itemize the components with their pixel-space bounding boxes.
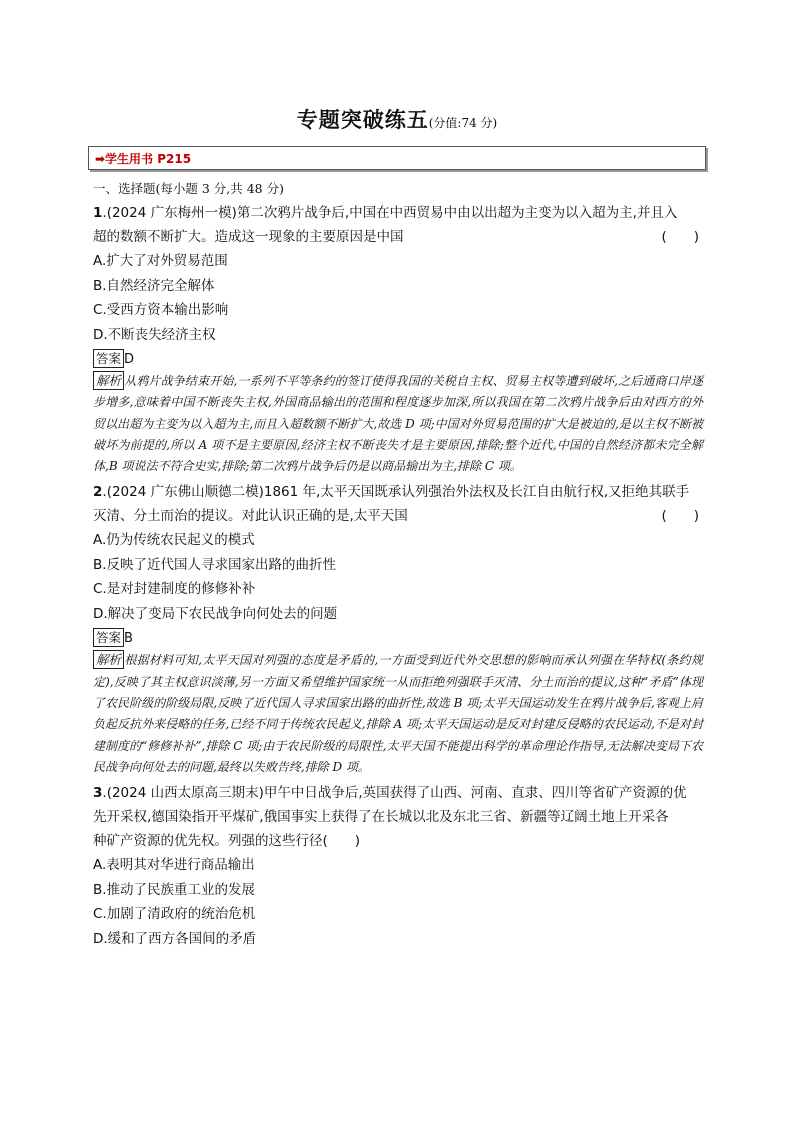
option-3b: B.推动了民族重工业的发展 xyxy=(93,881,256,898)
question-3-stem-line2: 先开采权,德国染指开平煤矿,俄国事实上获得了在长城以北及东北三省、新疆等辽阔土地上开采各 xyxy=(93,809,669,826)
question-number: 1 xyxy=(93,205,103,221)
page-title xyxy=(0,104,794,134)
option-3a: A.表明其对华进行商品输出 xyxy=(93,857,255,874)
option-3c: C.加剧了清政府的统治危机 xyxy=(93,906,256,923)
analysis-2 xyxy=(93,650,703,778)
answer-tag: 答案 xyxy=(93,349,124,368)
student-book-bar xyxy=(88,146,706,170)
option-2d: D.解决了变局下农民战争向何处去的问题 xyxy=(93,605,338,622)
analysis-tag: 解析 xyxy=(93,371,124,390)
analysis-tag: 解析 xyxy=(93,650,124,669)
question-3-stem-line3: 种矿产资源的优先权。列强的这些行径( ) xyxy=(93,833,361,850)
answer-tag: 答案 xyxy=(93,628,124,647)
question-1-stem-line2: 超的数额不断扩大。造成这一现象的主要原因是中国 ( ) xyxy=(93,225,703,249)
analysis-text: 根据材料可知,太平天国对列强的态度是矛盾的,一方面受到近代外交思想的影响而承认列强在华特权(条约规定),反映了其主权意识淡薄,另一方面又希望维护国家统一从而拒绝列强联手灭清、分土而治的提议,这种“矛盾”体现了农民阶级的阶级局限,反映了近代国人寻求国家出路的曲折性,故选 B 项;太平天国运动发生在鸦片战争后,客观上肩负起反抗外来侵略的任务,已经不同于传统农民起义,排除 A 项;太平天国运动是反对封建反侵略的农民运动,不是对封建制度的“修修补补”,排除 C 项;由于农民阶级的局限性,太平天国不能提出科学的革命理论作指导,无法解决变局下农民战争向何处去的问题,最终以失败告终,排除 D 项。 xyxy=(93,653,703,774)
question-2-stem-line2: 灭清、分土而治的提议。对此认识正确的是,太平天国 ( ) xyxy=(93,504,703,528)
option-1a: A.扩大了对外贸易范围 xyxy=(93,253,228,269)
answer-value: D xyxy=(124,352,135,367)
option-1d: D.不断丧失经济主权 xyxy=(93,326,216,343)
question-1 xyxy=(93,201,703,249)
question-number: 3 xyxy=(93,785,103,802)
title-main: 专题突破练五 xyxy=(296,108,429,132)
answer-1 xyxy=(93,349,703,371)
option-2c: C.是对封建制度的修修补补 xyxy=(93,581,256,598)
question-1-stem-line1: 1.(2024 广东梅州一模)第二次鸦片战争后,中国在中西贸易中由以出超为主变为以入超为主,并且入 xyxy=(93,205,678,221)
content-area xyxy=(93,178,703,951)
analysis-text: 从鸦片战争结束开始,一系列不平等条约的签订使得我国的关税自主权、贸易主权等遭到破坏,之后通商口岸逐步增多,意味着中国不断丧失主权,外国商品输出的范围和程度逐步加深,所以我国在第二次鸦片战争后由对西方的外贸以出超为主变为以入超为主,而且入超数额不断扩大,故选 D 项;中国对外贸易范围的扩大是被迫的,是以主权不断被破坏为前提的,所以 A 项不是主要原因,经济主权不断丧失才是主要原因,排除;整个近代,中国的自然经济都未完全解体,B 项说法不符合史实,排除;第二次鸦片战争后仍是以商品输出为主,排除 C 项。 xyxy=(93,374,703,474)
question-3 xyxy=(93,781,703,853)
question-3-stem-line1: 3.(2024 山西太原高三期末)甲午中日战争后,英国获得了山西、河南、直隶、四川等省矿产资源的优 xyxy=(93,785,687,802)
answer-2 xyxy=(93,628,703,650)
option-1c: C.受西方资本输出影响 xyxy=(93,302,229,318)
option-2b: B.反映了近代国人寻求国家出路的曲折性 xyxy=(93,556,337,573)
student-book-ref: ➡学生用书 P215 xyxy=(95,152,192,166)
answer-paren: ( ) xyxy=(661,508,699,525)
question-2 xyxy=(93,480,703,528)
answer-paren: ( ) xyxy=(661,229,699,245)
answer-value: B xyxy=(124,631,133,647)
section-heading: 一、选择题(每小题 3 分,共 48 分) xyxy=(93,181,284,196)
analysis-1 xyxy=(93,371,703,477)
option-3d: D.缓和了西方各国间的矛盾 xyxy=(93,930,257,947)
option-1b: B.自然经济完全解体 xyxy=(93,277,215,294)
title-score: (分值:74 分) xyxy=(428,116,498,130)
question-2-stem-line1: 2.(2024 广东佛山顺德二模)1861 年,太平天国既承认列强治外法权及长江自由航行权,又拒绝其联手 xyxy=(93,484,690,501)
question-number: 2 xyxy=(93,484,103,501)
option-2a: A.仍为传统农民起义的模式 xyxy=(93,532,255,549)
